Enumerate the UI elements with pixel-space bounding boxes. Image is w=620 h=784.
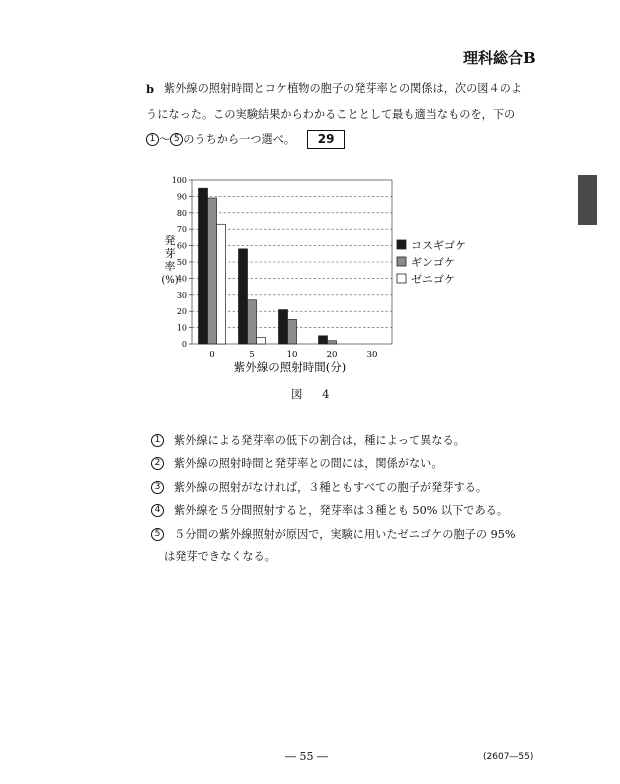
option-number: 1 — [151, 434, 164, 447]
chart-x-axis-label: 紫外線の照射時間(分) — [233, 360, 347, 374]
option-text: 紫外線による発芽率の低下の割合は，種によって異なる。 — [174, 434, 465, 447]
y-tick-label: 10 — [176, 323, 187, 333]
range-separator: ～ — [159, 132, 171, 146]
question-text-line-1: 紫外線の照射時間とコケ植物の胞子の発芽率との関係は，次の図４のよ — [164, 82, 523, 95]
option-number: 5 — [151, 528, 164, 541]
y-tick-label: 60 — [176, 241, 187, 251]
y-tick-label: 0 — [181, 340, 187, 349]
bar-1-5 — [239, 249, 248, 344]
bar-1-20 — [319, 336, 328, 344]
question-text-line-3-rest: のうちから一つ選べ。 — [183, 132, 296, 146]
legend-label: ゼニゴケ — [411, 273, 455, 286]
legend-label: コスギゴケ — [411, 239, 466, 252]
x-tick-label: 0 — [209, 350, 215, 360]
option-5 — [151, 526, 515, 542]
option-text: 紫外線を５分間照射すると，発芽率は３種とも 50% 以下である。 — [174, 504, 509, 517]
bar-2-5 — [248, 300, 257, 344]
y-tick-label: 30 — [176, 290, 187, 300]
y-axis-label-char: 率 — [164, 260, 176, 273]
x-tick-label: 10 — [286, 350, 298, 360]
y-axis-label-char: (%) — [161, 275, 179, 286]
section-tab-marker — [578, 175, 597, 225]
y-axis-label-char: 発 — [164, 234, 176, 247]
page-title: 理科総合B — [463, 49, 536, 67]
option-text: 紫外線の照射がなければ，３種ともすべての胞子が発芽する。 — [174, 481, 488, 494]
option-2 — [151, 455, 443, 471]
option-number: 4 — [151, 504, 164, 517]
option-text: 紫外線の照射時間と発芽率との間には，関係がない。 — [174, 457, 443, 470]
question-text-line-3 — [146, 130, 345, 149]
option-text: ５分間の紫外線照射が原因で，実験に用いたゼニゴケの胞子の 95% — [174, 528, 516, 541]
bar-3-5 — [257, 337, 266, 344]
y-tick-label: 90 — [176, 192, 187, 202]
y-tick-label: 20 — [176, 307, 187, 317]
option-1 — [151, 432, 465, 448]
x-tick-label: 5 — [249, 350, 255, 360]
bar-1-10 — [279, 310, 288, 344]
page-number: ― 55 ― — [285, 750, 328, 763]
legend-swatch — [397, 240, 406, 249]
chart-x-tick-labels — [209, 350, 377, 360]
legend-label: ギンゴケ — [411, 256, 455, 269]
bar-2-20 — [328, 341, 337, 344]
x-tick-label: 30 — [366, 350, 378, 360]
option-number: 2 — [151, 457, 164, 470]
option-4 — [151, 502, 508, 518]
bar-1-0 — [199, 188, 208, 344]
answer-number-box: 29 — [307, 130, 345, 149]
y-axis-label-char: 芽 — [164, 247, 176, 260]
range-start-circled-number: 1 — [146, 133, 159, 146]
bar-3-0 — [217, 224, 226, 344]
option-5-continuation: は発芽できなくなる。 — [164, 550, 276, 563]
x-tick-label: 20 — [326, 350, 338, 360]
option-number: 3 — [151, 481, 164, 494]
range-end-circled-number: 5 — [170, 133, 183, 146]
legend-swatch — [397, 257, 406, 266]
exam-code: (2607―55) — [483, 752, 534, 762]
chart-bars — [199, 188, 337, 344]
figure-caption: 図 4 — [291, 387, 338, 401]
y-tick-label: 50 — [176, 258, 187, 267]
y-tick-label: 100 — [171, 176, 187, 185]
bar-2-0 — [208, 198, 217, 344]
option-3 — [151, 479, 487, 495]
question-text-line-2: うになった。この実験結果からわかることとして最も適当なものを，下の — [146, 108, 516, 121]
legend-swatch — [397, 274, 406, 283]
germination-chart — [150, 170, 480, 378]
y-tick-label: 40 — [176, 274, 187, 284]
question-marker: b — [146, 82, 155, 96]
chart-legend — [397, 239, 466, 286]
bar-2-10 — [288, 319, 297, 344]
y-tick-label: 70 — [176, 225, 187, 235]
y-tick-label: 80 — [176, 208, 187, 218]
